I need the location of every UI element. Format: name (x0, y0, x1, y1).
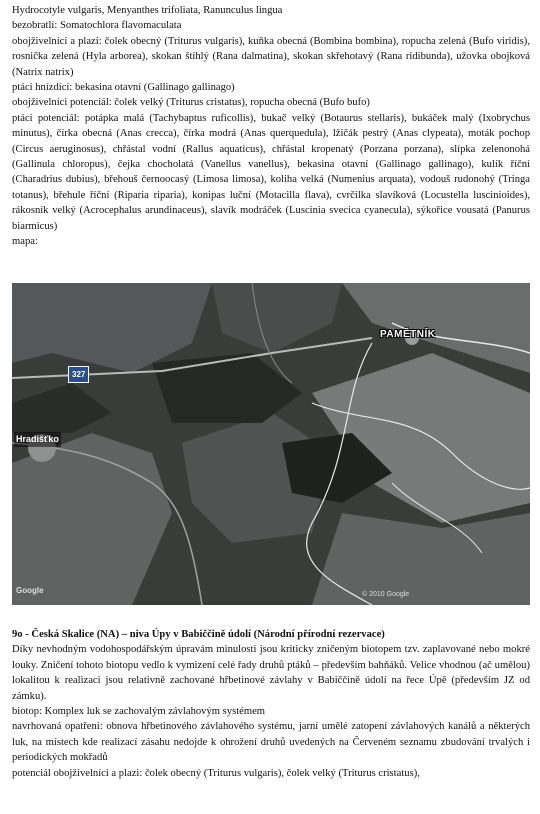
measures-paragraph: navrhovaná opatření: obnova hřbetinového závlahového systému, jarní umělé zatopení závlahových kanálů a některých luk, na místech kde realizací zásahu nedojde k ohrožení druhů uvedených na Červeném seznamu zbudování trvalých i periodických mokřadů (12, 721, 530, 764)
site-description-section (12, 627, 530, 781)
place-label-pametnik: PAMĚTNÍK (380, 329, 436, 340)
potential-species-line: potenciál obojživelníci a plazi: čolek obecný (Triturus vulgaris), čolek velký (Triturus cristatus), (12, 767, 420, 779)
aerial-map-image (12, 283, 530, 605)
site-intro-paragraph: Díky nevhodným vodohospodářským úpravám minulosti jsou kriticky zničeným biotopem tzv. zaplavované nebo mokré louky. Zničení tohoto biotopu vedlo k vymizení celé řady druhů ptáků – především bahňáků. Velice vhodnou (ač umělou) lokalitou k realizaci jsou relativně zachované hřbetinové závlahy v Babiččině údolí na řece Úpě (především JZ od zámku). (12, 644, 530, 702)
map-copyright: © 2010 Google (362, 591, 410, 598)
map-provider-logo: Google (16, 586, 44, 595)
aerial-map-graphic (12, 283, 530, 605)
nesting-birds-line: ptáci hnízdící: bekasina otavní (Gallinago gallinago) (12, 82, 235, 94)
amphibians-potential-line: obojživelníci potenciál: čolek velký (Triturus cristatus), ropucha obecná (Bufo bufo) (12, 97, 370, 109)
site-heading: 9o - Česká Skalice (NA) – niva Úpy v Babiččině údolí (Národní přírodní rezervace) (12, 629, 385, 640)
invertebrates-line: bezobratlí: Somatochlora flavomaculata (12, 20, 182, 32)
plant-species-line: Hydrocotyle vulgaris, Menyanthes trifoliata, Ranunculus lingua (12, 5, 283, 16)
birds-potential-paragraph: ptáci potenciál: potápka malá (Tachybaptus ruficollis), bukač velký (Botaurus stellaris), bukáček malý (Ixobrychus minutus), čírka obecná (Anas crecca), čírka modrá (Anas querquedula), lžičák pestrý (Anas clypeata), moták pochop (Circus aeruginosus), chřástal vodní (Rallus aquaticus), chřástal kropenatý (Porzana porzana), slípka zelenonohá (Gallinula chloropus), čejka chocholatá (Vanellus vanellus), bekasina otavní (Gallinago gallinago), kulík říční (Charadrius dubius), břehouš černoocasý (Limosa limosa), koliha velká (Numenius arquata), vodouš rudonohý (Tringa totanus), břehule říční (Riparia riparia), konipas luční (Motacilla flava), cvrčilka slavíková (Locustella luscinioides), rákosník velký (Acrocephalus arundinaceus), slavík modráček (Luscinia svecica cyanecula), sýkořice vousatá (Panurus biarmicus) (12, 112, 530, 232)
map-caption: mapa: (12, 236, 38, 248)
species-section (12, 3, 530, 250)
biotope-line: biotop: Komplex luk se zachovalým závlahovým systémem (12, 706, 266, 718)
road-number-badge: 327 (68, 366, 89, 383)
place-label-hradistko: Hradišťko (14, 432, 61, 447)
amphibians-reptiles-paragraph: obojživelníci a plazi: čolek obecný (Triturus vulgaris), kuňka obecná (Bombina bombina), ropucha zelená (Bufo viridis), rosnička zelená (Hyla arborea), skokan štíhlý (Rana dalmatina), skokan skřehotavý (Rana ridibunda), užovka obojková (Natrix natrix) (12, 35, 530, 78)
